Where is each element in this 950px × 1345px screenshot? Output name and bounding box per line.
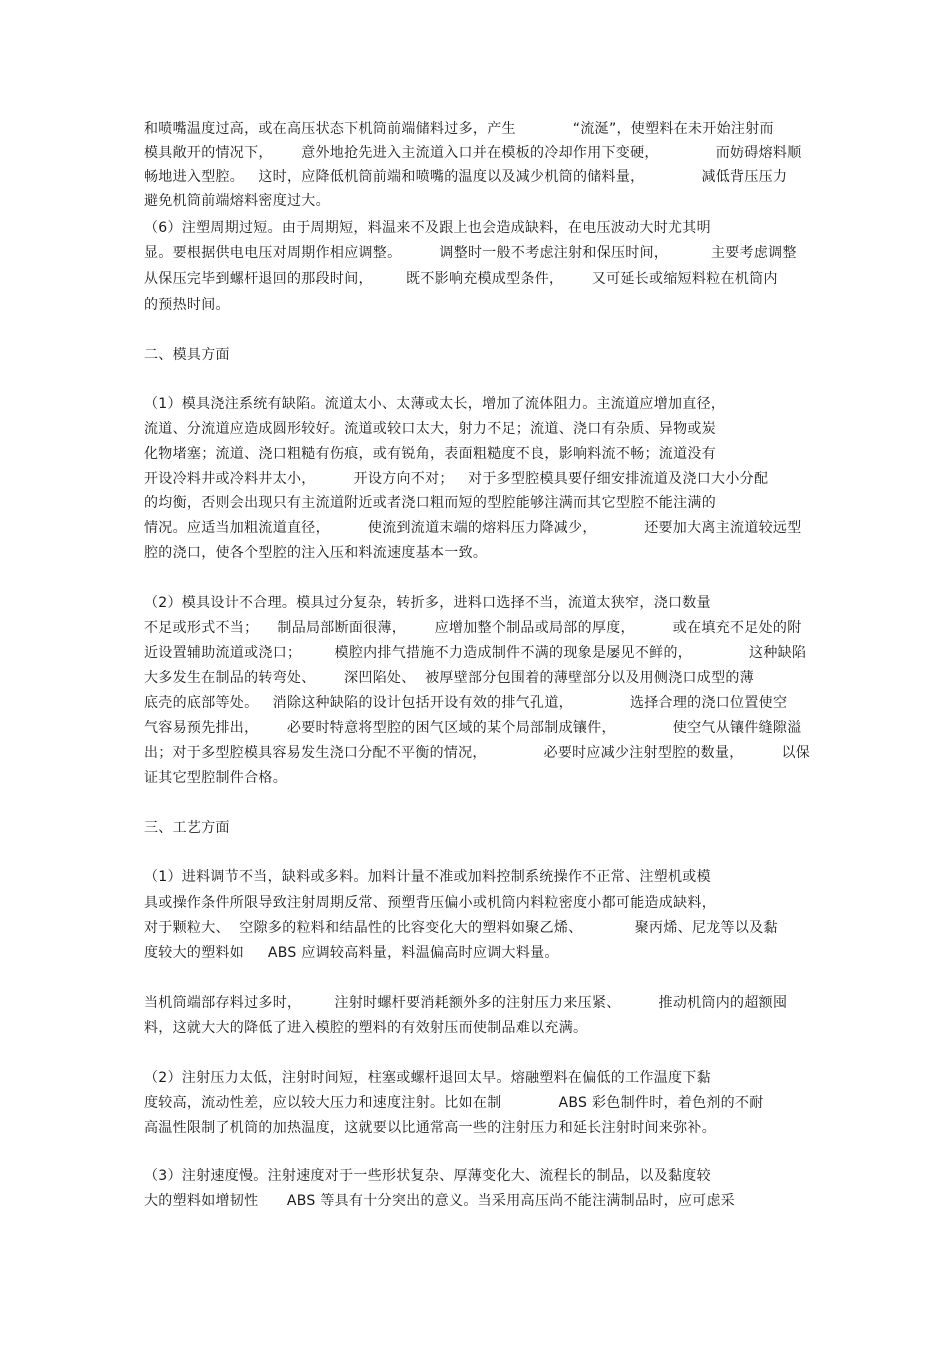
text-line: 气容易预先排出， 必要时特意将型腔的困气区域的某个局部制成镶件， 使空气从镶件缝隙溢 bbox=[144, 720, 802, 736]
text-line: 的预热时间。 bbox=[144, 297, 230, 313]
text-line: 和喷嘴温度过高，或在高压状态下机筒前端储料过多，产生 “流涎”，使塑料在未开始注射而 bbox=[144, 121, 774, 137]
text-line: 高温性限制了机筒的加热温度，这就要以比通常高一些的注射压力和延长注射时间来弥补。 bbox=[144, 1120, 716, 1136]
text-line: （1）进料调节不当，缺料或多料。加料计量不准或加料控制系统操作不正常、注塑机或模 bbox=[144, 869, 711, 885]
text-line: 的均衡，否则会出现只有主流道附近或者浇口粗而短的型腔能够注满而其它型腔不能注满的 bbox=[144, 495, 716, 511]
text-line: 度较大的塑料如 ABS 应调较高料量，料温偏高时应调大料量。 bbox=[144, 945, 559, 961]
text-line: 大多发生在制品的转弯处、 深凹陷处、 被厚壁部分包围着的薄壁部分以及用侧浇口成型的薄 bbox=[144, 670, 754, 686]
text-line: 当机筒端部存料过多时， 注射时螺杆要消耗额外多的注射压力来压紧、 推动机筒内的超额囤 bbox=[144, 995, 788, 1011]
text-line: 度较高，流动性差，应以较大压力和速度注射。比如在制 ABS 彩色制件时，着色剂的不耐 bbox=[144, 1095, 764, 1111]
text-line: 对于颗粒大、 空隙多的粒料和结晶性的比容变化大的塑料如聚乙烯、 聚丙烯、尼龙等以及黏 bbox=[144, 920, 778, 936]
text-line: 从保压完毕到螺杆退回的那段时间， 既不影响充模成型条件， 又可延长或缩短料粒在机筒内 bbox=[144, 271, 778, 287]
text-line: 流道、分流道应造成圆形较好。流道或较口太大，射力不足；流道、浇口有杂质、异物或炭 bbox=[144, 421, 716, 437]
text-line: 开设冷料井或冷料井太小， 开设方向不对； 对于多型腔模具要仔细安排流道及浇口大小分配 bbox=[144, 471, 769, 487]
section-heading: 三、工艺方面 bbox=[144, 820, 230, 836]
text-line: 化物堵塞；流道、浇口粗糙有伤痕，或有锐角，表面粗糙度不良，影响料流不畅；流道没有 bbox=[144, 446, 716, 462]
text-line: （6）注塑周期过短。由于周期短，料温来不及跟上也会造成缺料，在电压波动大时尤其明 bbox=[144, 220, 711, 236]
text-line: 近设置辅助流道或浇口； 模腔内排气措施不力造成制件不满的现象是屡见不鲜的， 这种缺陷 bbox=[144, 645, 807, 661]
text-line: （2）模具设计不合理。模具过分复杂，转折多，进料口选择不当，流道太狭窄，浇口数量 bbox=[144, 595, 711, 611]
text-line: 模具敞开的情况下， 意外地抢先进入主流道入口并在模板的冷却作用下变硬， 而妨碍熔料顺 bbox=[144, 145, 802, 161]
text-line: 显。要根据供电电压对周期作相应调整。 调整时一般不考虑注射和保压时间， 主要考虑调整 bbox=[144, 245, 797, 261]
text-line: 腔的浇口，使各个型腔的注入压和料流速度基本一致。 bbox=[144, 545, 488, 561]
text-line: 大的塑料如增韧性 ABS 等具有十分突出的意义。当采用高压尚不能注满制品时，应可虑采 bbox=[144, 1193, 736, 1209]
text-line: 情况。应适当加粗流道直径， 使流到流道末端的熔料压力降减少， 还要加大离主流道较远型 bbox=[144, 520, 802, 536]
section-heading: 二、模具方面 bbox=[144, 347, 230, 363]
text-line: （3）注射速度慢。注射速度对于一些形状复杂、厚薄变化大、流程长的制品，以及黏度较 bbox=[144, 1168, 711, 1184]
text-line: 料，这就大大的降低了进入模腔的塑料的有效射压而使制品难以充满。 bbox=[144, 1020, 588, 1036]
text-line: 底壳的底部等处。 消除这种缺陷的设计包括开设有效的排气孔道， 选择合理的浇口位置使空 bbox=[144, 695, 788, 711]
text-line: （2）注射压力太低，注射时间短，柱塞或螺杆退回太早。熔融塑料在偏低的工作温度下黏 bbox=[144, 1070, 711, 1086]
text-line: （1）模具浇注系统有缺陷。流道太小、太薄或太长，增加了流体阻力。主流道应增加直径， bbox=[144, 396, 726, 412]
text-line: 避免机筒前端熔料密度过大。 bbox=[144, 193, 330, 209]
text-line: 具或操作条件所限导致注射周期反常、预塑背压偏小或机筒内料粒密度小都可能造成缺料， bbox=[144, 895, 716, 911]
text-line: 不足或形式不当； 制品局部断面很薄， 应增加整个制品或局部的厚度， 或在填充不足处的附 bbox=[144, 620, 802, 636]
text-line: 畅地进入型腔。 这时，应降低机筒前端和喷嘴的温度以及减少机筒的储料量， 减低背压压力 bbox=[144, 169, 788, 185]
text-line: 出；对于多型腔模具容易发生浇口分配不平衡的情况， 必要时应减少注射型腔的数量， 以保 bbox=[144, 745, 811, 761]
text-line: 证其它型腔制件合格。 bbox=[144, 770, 287, 786]
